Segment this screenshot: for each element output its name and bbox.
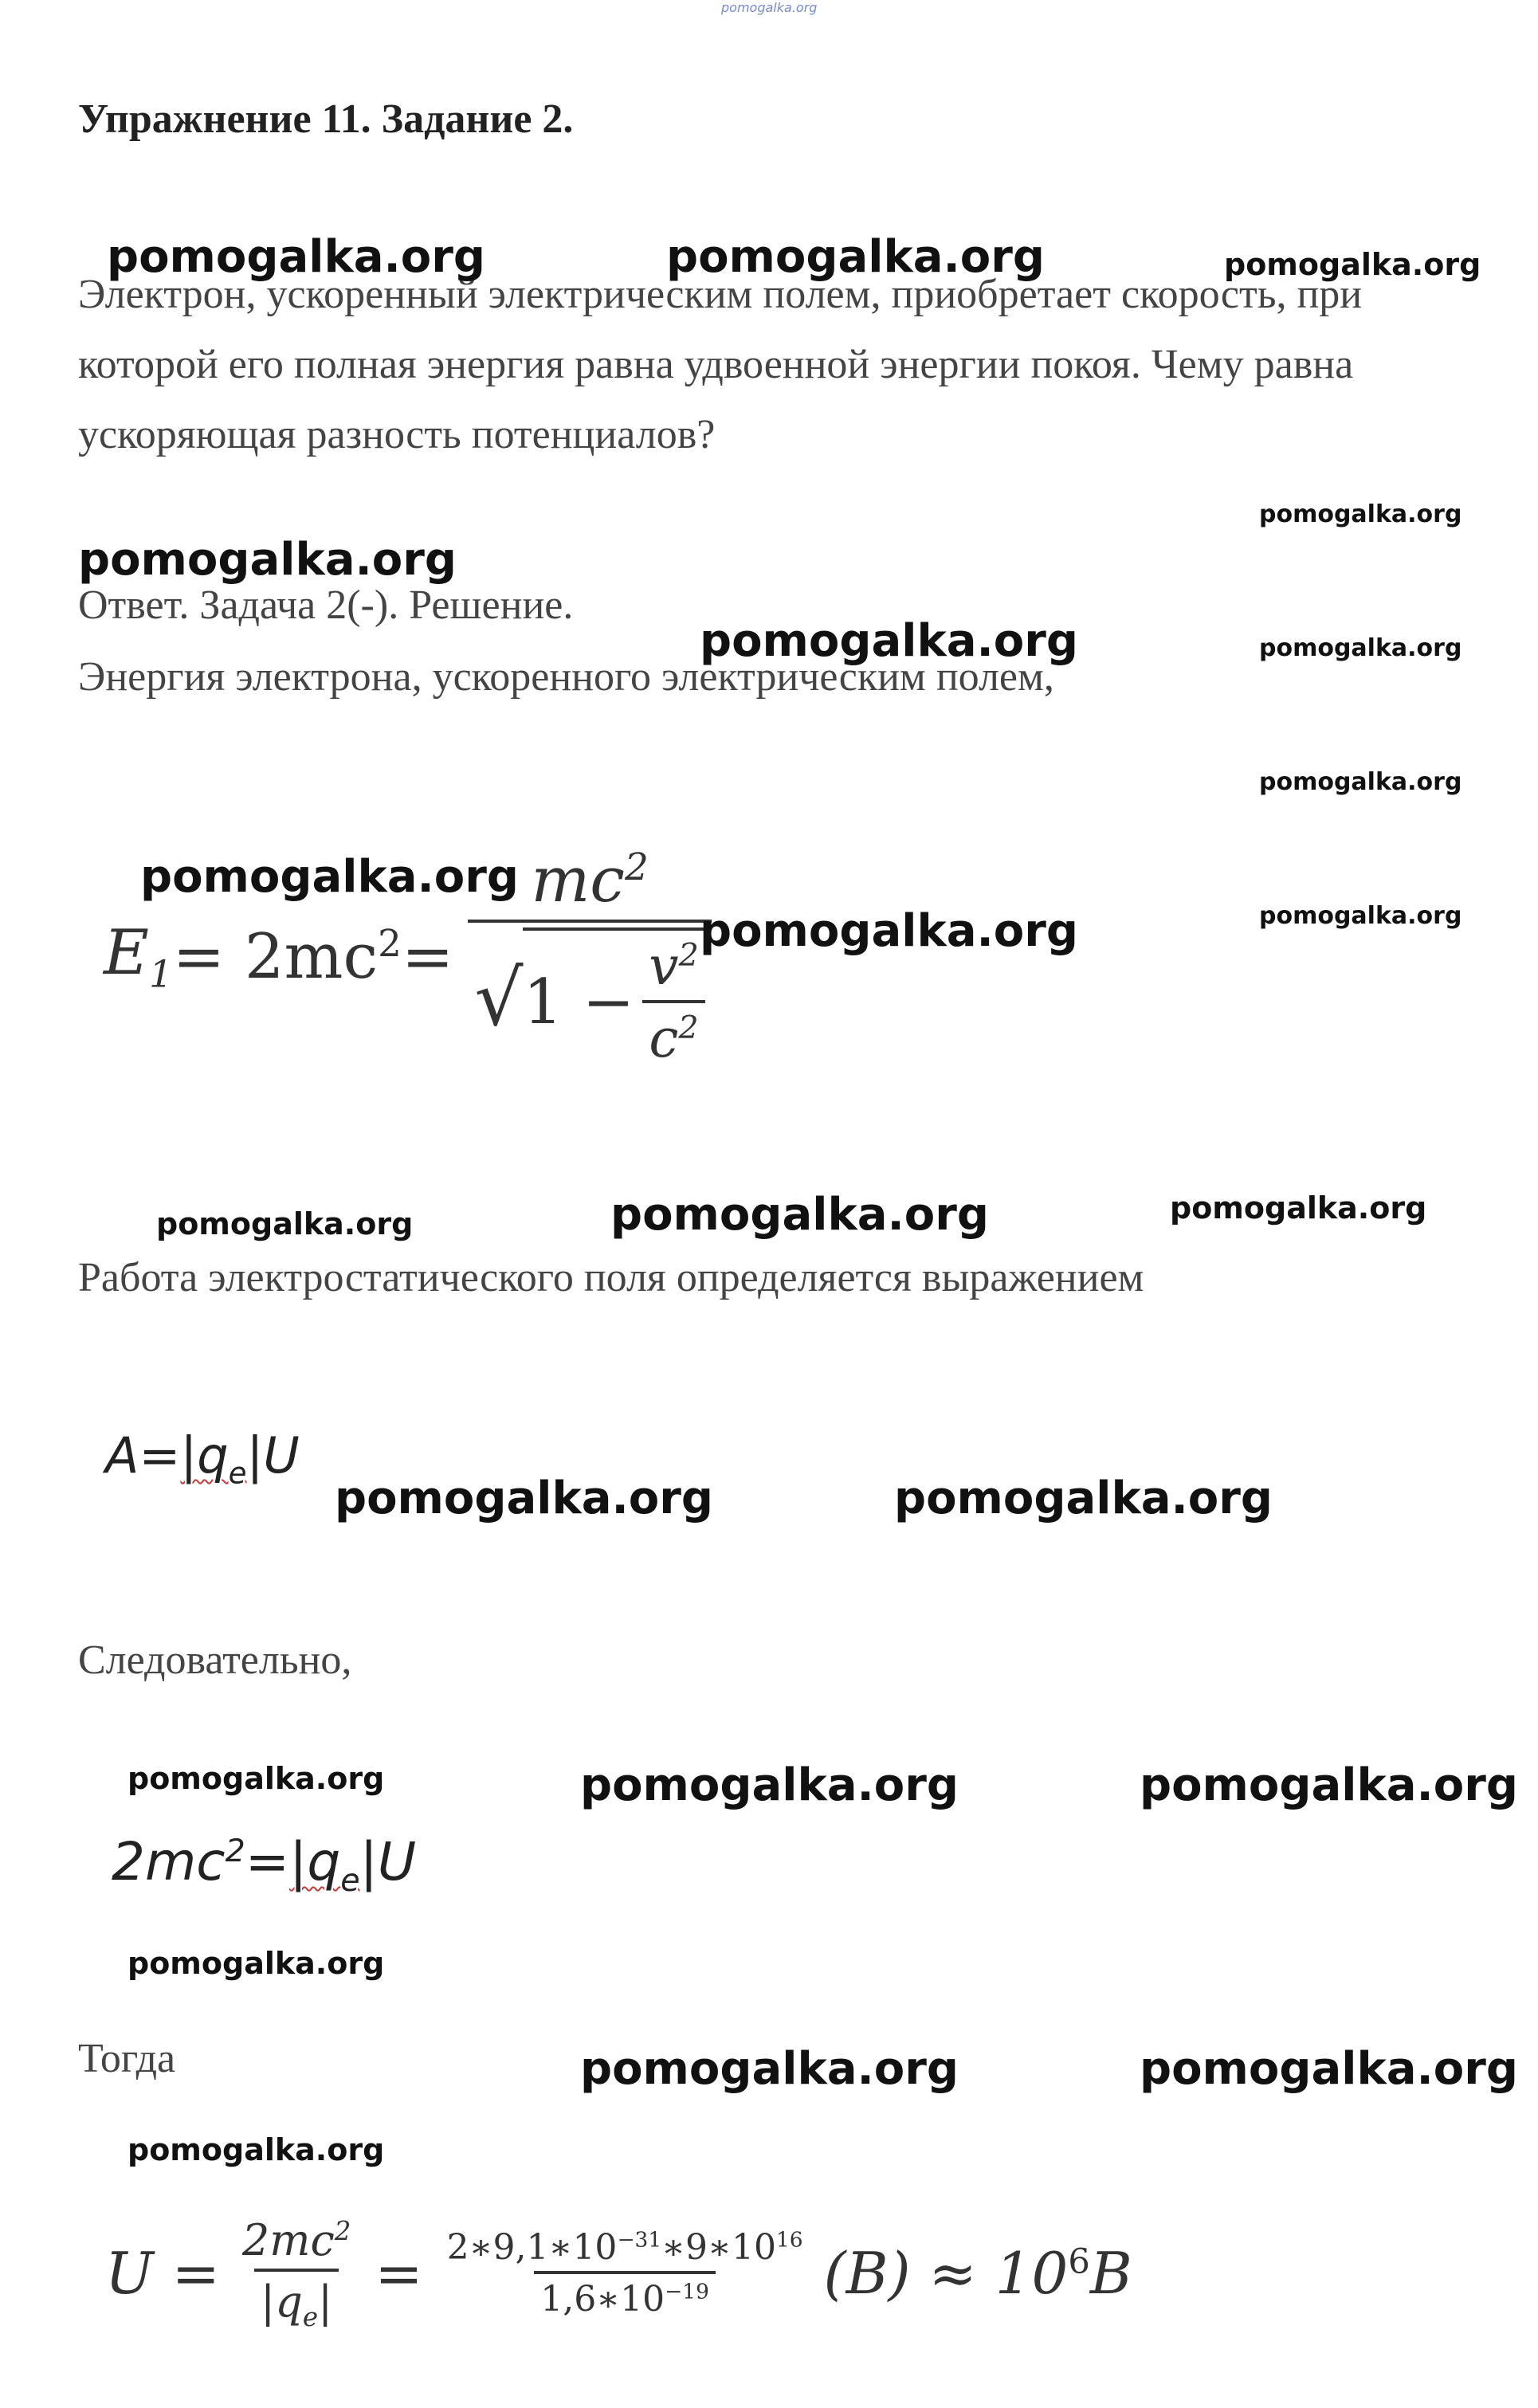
sqrt-icon: √	[474, 954, 524, 1043]
formula-energy-eq2: =	[401, 921, 454, 993]
energy-intro: Энергия электрона, ускоренного электрическим полем,	[78, 654, 1054, 700]
watermark: pomogalka.org	[1170, 1190, 1427, 1226]
watermark: pomogalka.org	[894, 1473, 1273, 1524]
watermark: pomogalka.org	[1259, 902, 1462, 930]
watermark: pomogalka.org	[1259, 634, 1462, 662]
then-text: Тогда	[78, 2036, 176, 2081]
formula-final-eq: =	[375, 2240, 423, 2308]
formula-final-frac2: $\frac{2∗9,1∗10^{-31}∗9∗10^{16}}{1,6∗10^{-19}}$	[446, 2227, 803, 2320]
watermark: pomogalka.org	[580, 1759, 959, 1811]
answer-heading: Ответ. Задача 2(-). Решение.	[78, 582, 574, 628]
v-over-c: $\frac{v^2}{c^2}$	[642, 935, 704, 1069]
watermark: pomogalka.org	[580, 2043, 959, 2095]
watermark: pomogalka.org	[666, 231, 1045, 283]
watermark: pomogalka.org	[156, 1206, 414, 1241]
formula-final-result: $(B) \approx 10^6B$	[823, 2240, 1132, 2308]
formula-energy-numerator: $mc^2$	[531, 845, 649, 916]
formula-work: $A=|q_e|U$	[105, 1426, 300, 1491]
formula-energy-eq1: = $2mc^2$	[172, 921, 402, 993]
formula-final	[105, 2215, 1132, 2332]
watermark: pomogalka.org	[78, 534, 457, 586]
formula-energy-lhs: $E_1$	[104, 917, 173, 997]
watermark: pomogalka.org	[1224, 247, 1481, 282]
sqrt-body: 1 − $\frac{v^2}{c^2}$	[523, 928, 704, 1069]
watermark: pomogalka.org	[610, 1189, 989, 1241]
watermark: pomogalka.org	[1140, 2043, 1518, 2095]
watermark: pomogalka.org	[128, 1946, 385, 1981]
page-title: Упражнение 11. Задание 2.	[78, 96, 574, 142]
watermark: pomogalka.org	[1140, 1759, 1518, 1811]
header-watermark: pomogalka.org	[721, 0, 818, 15]
formula-energy-denominator	[468, 920, 711, 1069]
work-intro: Работа электростатического поля определяется выражением	[78, 1255, 1144, 1300]
watermark: pomogalka.org	[700, 905, 1078, 957]
watermark: pomogalka.org	[700, 615, 1078, 667]
watermark: pomogalka.org	[1259, 768, 1462, 796]
formula-final-lhs: U =	[105, 2240, 220, 2308]
watermark: pomogalka.org	[107, 231, 485, 283]
consequently-text: Следовательно,	[78, 1637, 352, 1683]
formula-final-frac1: $\frac{2mc^2}{|q_e|}$	[241, 2215, 351, 2332]
watermark: pomogalka.org	[335, 1473, 713, 1524]
watermark: pomogalka.org	[128, 1761, 385, 1796]
watermark: pomogalka.org	[128, 2132, 385, 2167]
formula-equal: $2mc^2=|q_e|U$	[112, 1831, 417, 1900]
question-text: Электрон, ускоренный электрическим полем, приобретает скорость, при которой его полная энергия равна удвоенной энергии покоя. Чему равна ускоряющая разность потенциалов?	[78, 272, 1363, 457]
watermark: pomogalka.org	[140, 851, 519, 903]
watermark: pomogalka.org	[1259, 500, 1462, 528]
